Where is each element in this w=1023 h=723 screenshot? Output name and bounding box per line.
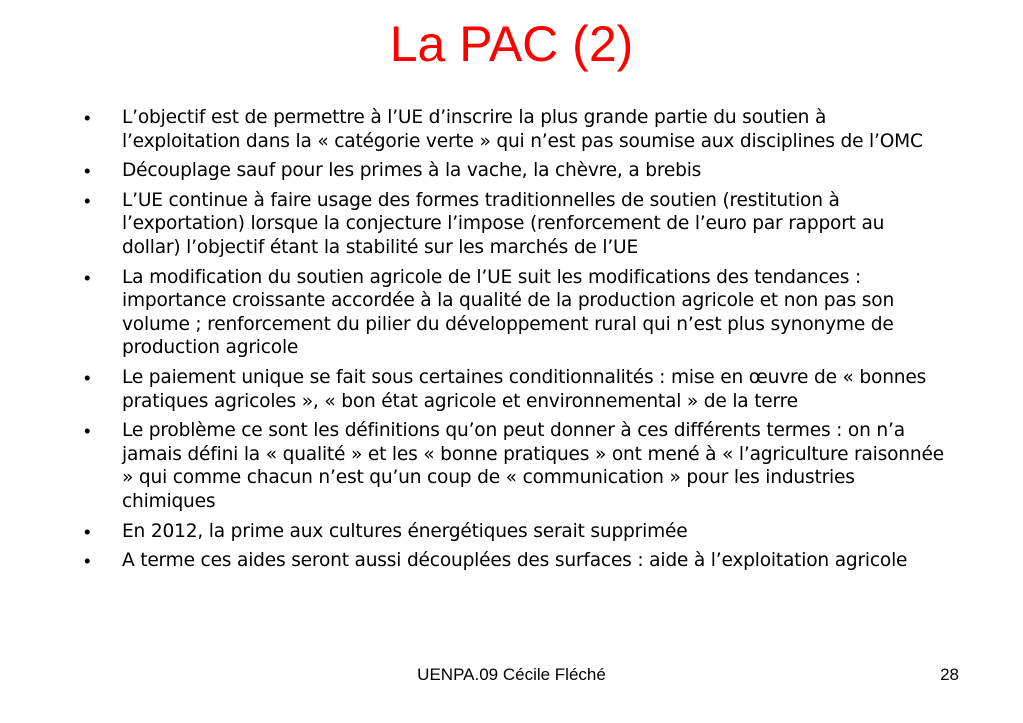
- bullet-text: Découplage sauf pour les primes à la vache, la chèvre, a brebis: [122, 160, 702, 182]
- bullet-icon: •: [84, 366, 91, 388]
- bullet-item: [84, 520, 944, 544]
- bullet-text: La modification du soutien agricole de l’UE suit les modifications des tendances : importance croissante accordée à la qualité de la production agricole et non pas son volume ; renforcement du pilier du développement rural qui n’est plus synonyme de production agricole: [122, 266, 895, 359]
- bullet-text: A terme ces aides seront aussi découplées des surfaces : aide à l’exploitation agricole: [122, 550, 908, 572]
- bullet-icon: •: [84, 550, 91, 572]
- bullet-icon: •: [84, 107, 91, 128]
- bullet-text: En 2012, la prime aux cultures énergétiques serait supprimée: [122, 520, 688, 542]
- bullet-text: L’objectif est de permettre à l’UE d’inscrire la plus grande partie du soutien à l’exploitation dans la « catégorie verte » qui n’est pas soumise aux disciplines de l’OMC: [122, 107, 923, 152]
- bullet-text: Le paiement unique se fait sous certaines conditionnalités : mise en œuvre de « bonnes pratiques agricoles », « bon état agricole et environnemental » de la terre: [122, 366, 927, 412]
- bullet-text: L’UE continue à faire usage des formes traditionnelles de soutien (restitution à l’exportation) lorsque la conjecture l’impose (renforcement de l’euro par rapport au dollar) l’objectif étant la stabilité sur les marchés de l’UE: [122, 189, 885, 258]
- bullet-text: Le problème ce sont les définitions qu’on peut donner à ces différents termes : on n’a jamais défini la « qualité » et les « bonne pratiques » ont mené à « l’agriculture raisonnée » qui comme chacun n’est qu’un coup de « communication » pour les industries chimiques: [122, 420, 944, 512]
- page-number: 28: [940, 665, 959, 684]
- bullet-item: [84, 419, 944, 513]
- bullet-icon: •: [84, 189, 91, 211]
- bullet-icon: •: [84, 160, 91, 182]
- bullet-item: [84, 366, 944, 413]
- bullet-item: [84, 189, 944, 260]
- bullet-item: [84, 549, 944, 573]
- slide-title: La PAC (2): [389, 16, 634, 72]
- bullet-item: [84, 159, 944, 183]
- bullet-item: [84, 106, 944, 153]
- bullet-icon: •: [84, 420, 91, 442]
- footer-author: UENPA.09 Cécile Fléché: [417, 665, 606, 684]
- bullet-icon: •: [84, 520, 91, 542]
- bullet-icon: •: [84, 266, 91, 288]
- bullet-list: [84, 106, 944, 579]
- bullet-item: [84, 266, 944, 360]
